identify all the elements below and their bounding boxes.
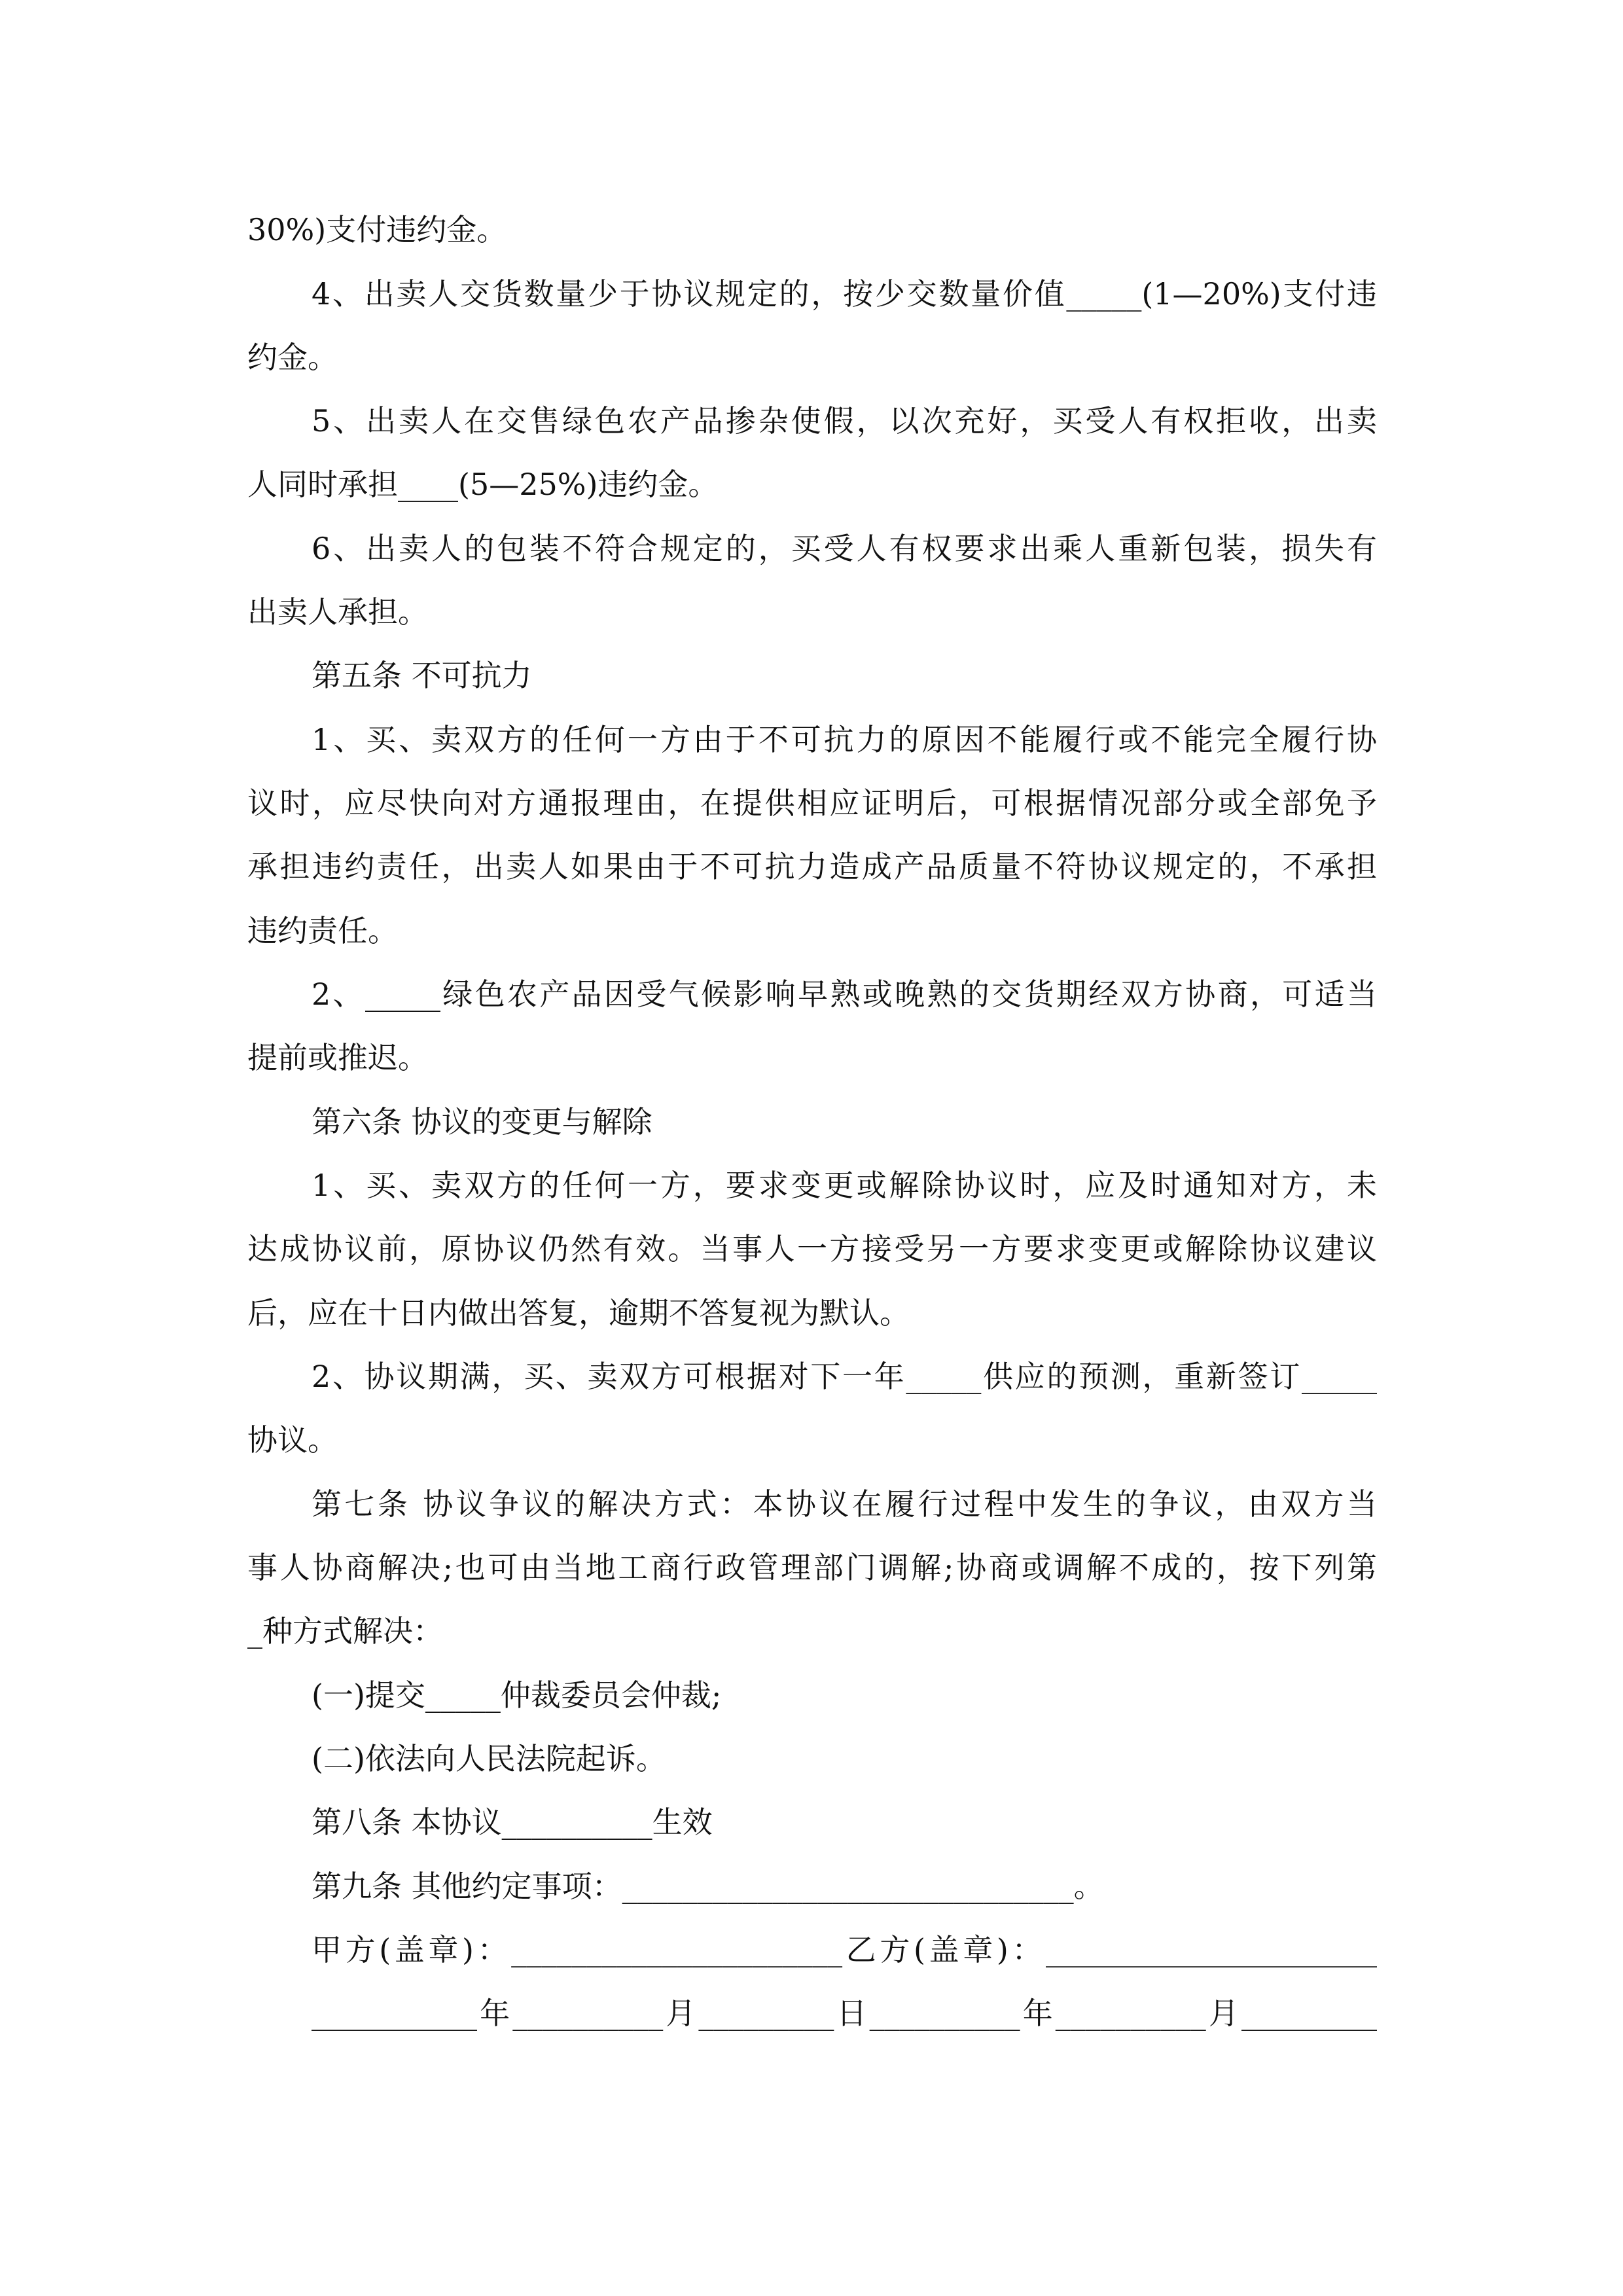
text-line: 2、_____绿色农产品因受气候影响早熟或晚熟的交货期经双方协商，可适当 (312, 977, 1377, 1012)
text-line: 5、出卖人在交售绿色农产品掺杂使假，以次充好，买受人有权拒收，出卖 (312, 403, 1377, 439)
text-line: 违约责任。 (247, 913, 398, 948)
section-heading: 第九条 其他约定事项：______________________________。 (312, 1869, 1104, 1904)
text-line: 1、买、卖双方的任何一方由于不可抗力的原因不能履行或不能完全履行协 (312, 722, 1377, 757)
text-line: 约金。 (247, 340, 338, 375)
text-line: 达成协议前，原协议仍然有效。当事人一方接受另一方要求变更或解除协议建议 (247, 1231, 1377, 1266)
text-line: 30%)支付违约金。 (247, 212, 507, 247)
text-line: 4、出卖人交货数量少于协议规定的，按少交数量价值_____(1—20%)支付违 (312, 276, 1377, 312)
text-line: 承担违约责任，出卖人如果由于不可抗力造成产品质量不符协议规定的，不承担 (247, 849, 1377, 884)
text-line: 协议。 (247, 1422, 338, 1458)
text-line: (一)提交_____仲裁委员会仲裁; (312, 1677, 722, 1713)
section-heading: 第五条 不可抗力 (312, 658, 532, 693)
text-line: 出卖人承担。 (247, 594, 428, 630)
text-line: 人同时承担____(5—25%)违约金。 (247, 467, 719, 502)
text-line: _种方式解决： (247, 1613, 443, 1649)
text-line: 2、协议期满，买、卖双方可根据对下一年_____供应的预测，重新签订_____ (312, 1359, 1377, 1394)
section-heading: 第六条 协议的变更与解除 (312, 1104, 652, 1139)
section-heading: 第八条 本协议__________生效 (312, 1804, 713, 1840)
text-line: 后，应在十日内做出答复，逾期不答复视为默认。 (247, 1295, 910, 1331)
section-heading: 第七条 协议争议的解决方式：本协议在履行过程中发生的争议，由双方当 (312, 1486, 1377, 1522)
text-line: (二)依法向人民法院起诉。 (312, 1741, 666, 1776)
text-line: 事人协商解决;也可由当地工商行政管理部门调解;协商或调解不成的，按下列第 (247, 1550, 1377, 1585)
date-line: ___________年__________月_________日__________年__________月_________ (312, 1996, 1377, 2031)
text-line: 1、买、卖双方的任何一方，要求变更或解除协议时，应及时通知对方，未 (312, 1168, 1377, 1203)
text-line: 提前或推迟。 (247, 1040, 428, 1075)
text-line: 议时，应尽快向对方通报理由，在提供相应证明后，可根据情况部分或全部免予 (247, 785, 1377, 821)
text-line: 6、出卖人的包装不符合规定的，买受人有权要求出乘人重新包装，损失有 (312, 531, 1377, 566)
signature-line: 甲方(盖章)：______________________乙方(盖章)：______________________ (312, 1932, 1377, 1967)
